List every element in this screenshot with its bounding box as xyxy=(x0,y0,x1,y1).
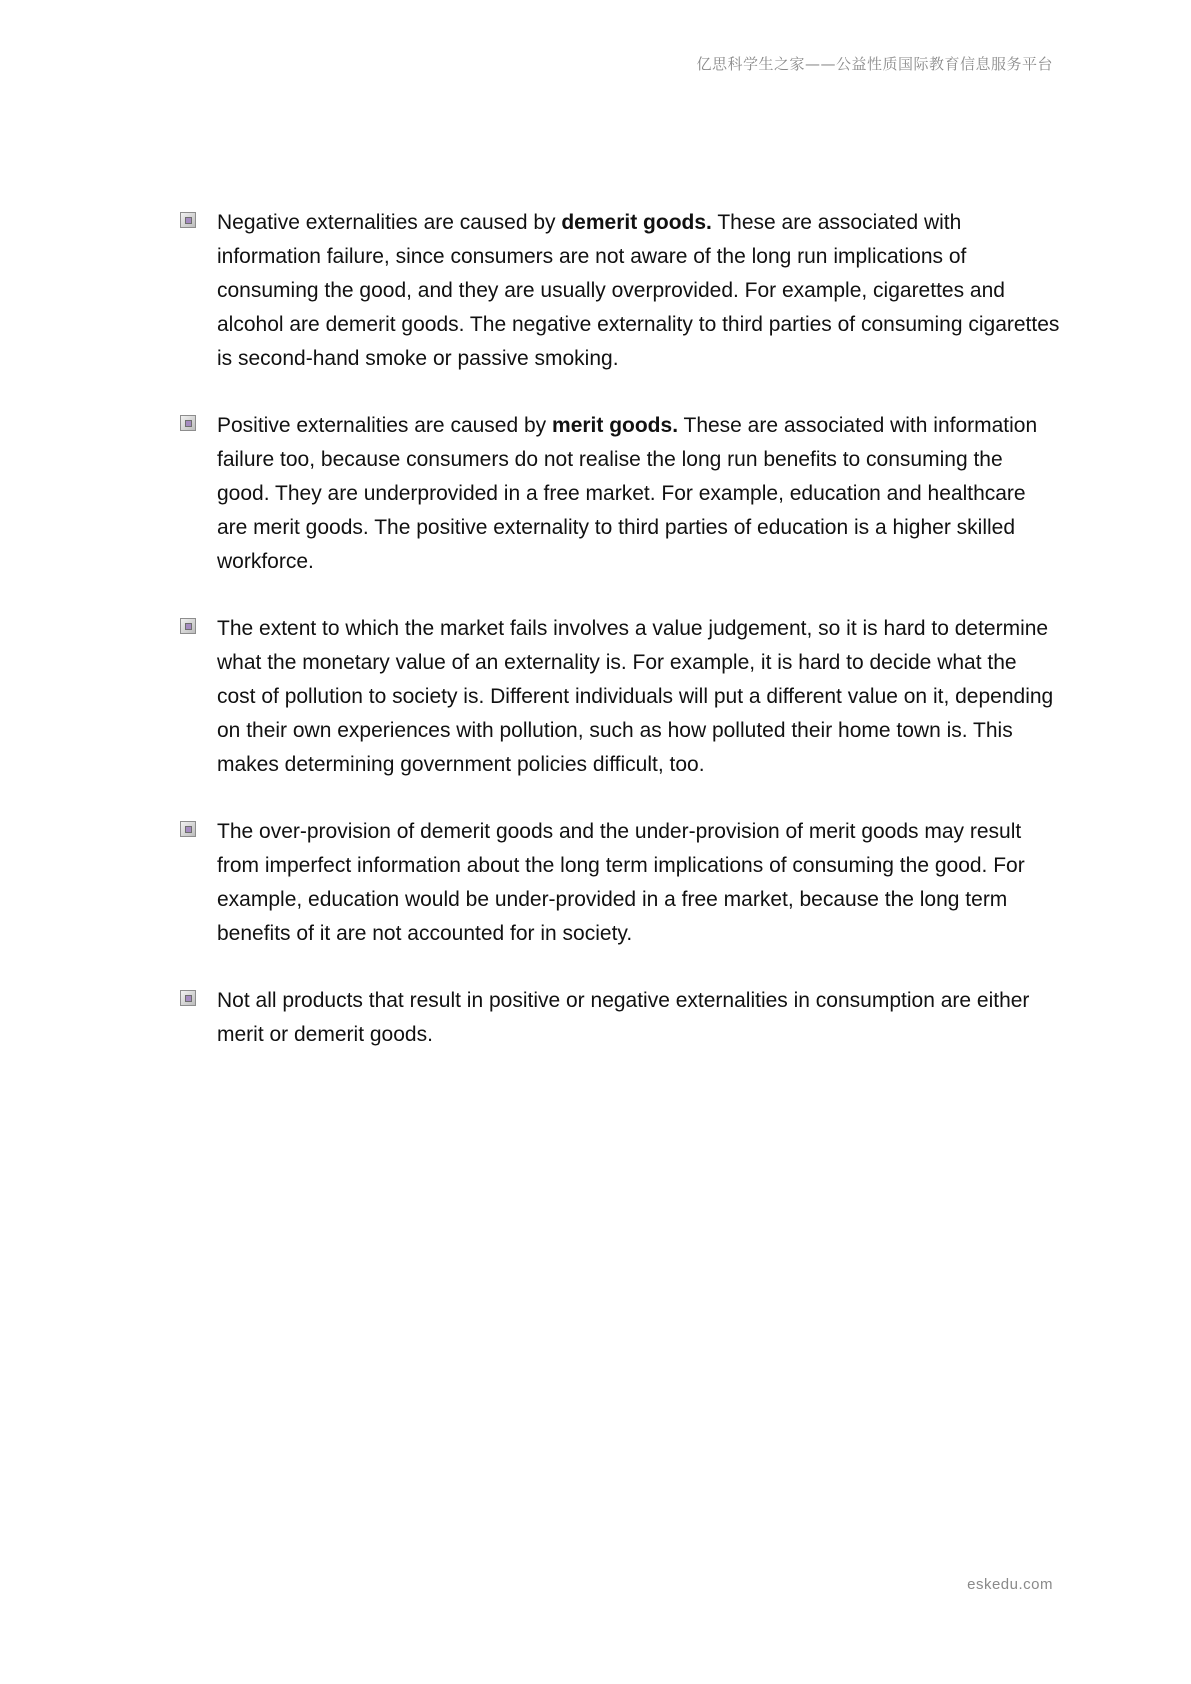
bullet-icon xyxy=(180,415,196,431)
bullet-icon xyxy=(180,821,196,837)
bullet-icon xyxy=(180,990,196,1006)
item-text: Positive externalities are caused by merit goods. These are associated with information failure too, because consumers do not realise the long run benefits to consuming the good. They are underprovided in a free market. For example, education and healthcare are merit goods. The positive externality to third parties of education is a higher skilled workforce. xyxy=(217,414,1038,573)
list-item xyxy=(180,409,1060,579)
bullet-icon xyxy=(180,212,196,228)
page-footer: eskedu.com xyxy=(967,1576,1053,1593)
item-text: Not all products that result in positive or negative externalities in consumption are either merit or demerit goods. xyxy=(217,989,1030,1046)
list-item xyxy=(180,984,1060,1052)
bullet-list xyxy=(180,206,1060,1085)
item-text: Negative externalities are caused by demerit goods. These are associated with information failure, since consumers are not aware of the long run implications of consuming the good, and they are usually overprovided. For example, cigarettes and alcohol are demerit goods. The negative externality to third parties of consuming cigarettes is second-hand smoke or passive smoking. xyxy=(217,211,1060,370)
page-header: 亿思科学生之家——公益性质国际教育信息服务平台 xyxy=(696,55,1053,73)
list-item xyxy=(180,206,1060,376)
item-text: The extent to which the market fails involves a value judgement, so it is hard to determine what the monetary value of an externality is. For example, it is hard to decide what the cost of pollution to society is. Different individuals will put a different value on it, depending on their own experiences with pollution, such as how polluted their home town is. This makes determining government policies difficult, too. xyxy=(217,617,1054,776)
list-item xyxy=(180,612,1060,782)
bullet-icon xyxy=(180,618,196,634)
list-item xyxy=(180,815,1060,951)
item-text: The over-provision of demerit goods and the under-provision of merit goods may result from imperfect information about the long term implications of consuming the good. For example, education would be under-provided in a free market, because the long term benefits of it are not accounted for in society. xyxy=(217,820,1025,945)
